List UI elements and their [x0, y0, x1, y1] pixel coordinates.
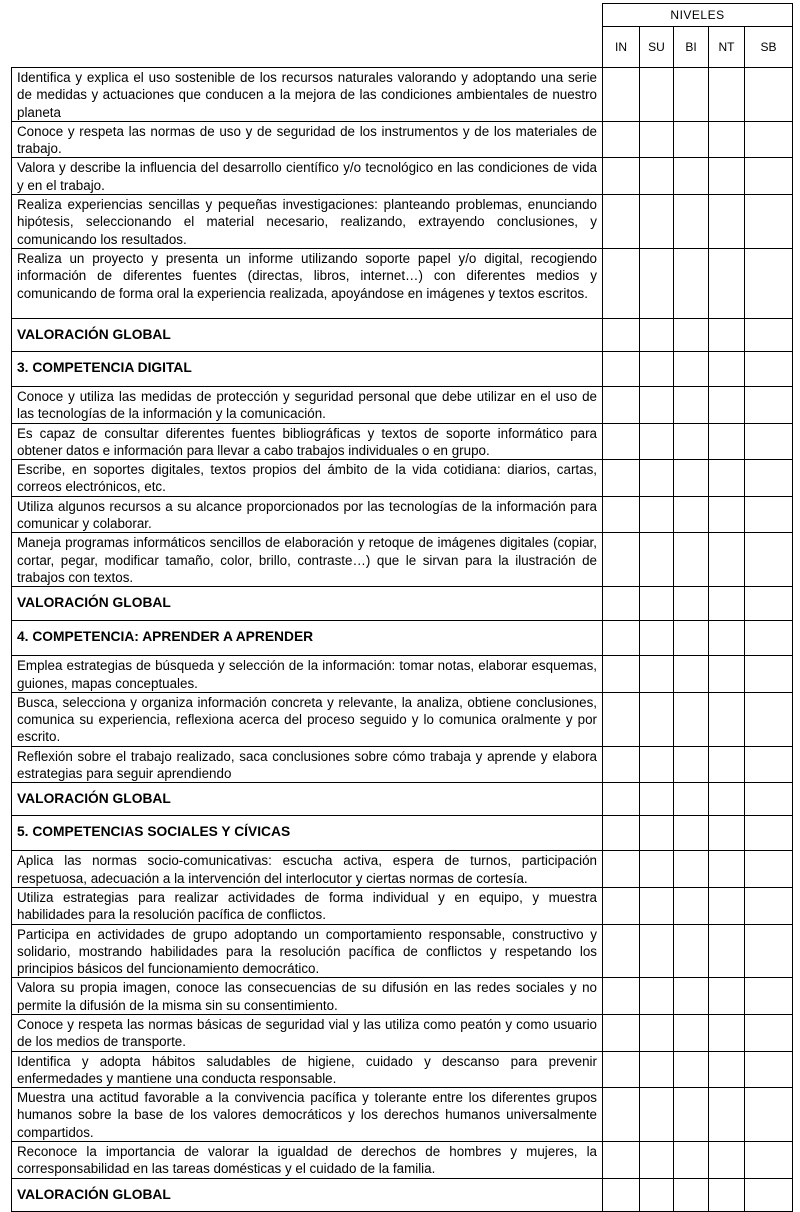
level-cell-in[interactable] — [603, 1051, 640, 1088]
level-cell-nt[interactable] — [709, 533, 745, 587]
level-cell-sb[interactable] — [745, 1014, 793, 1051]
level-cell-bi[interactable] — [674, 816, 709, 851]
level-cell-sb[interactable] — [745, 460, 793, 497]
level-cell-su[interactable] — [640, 621, 674, 656]
header-row-niveles — [12, 4, 793, 27]
level-cell-in[interactable] — [603, 1014, 640, 1051]
level-cell-su[interactable] — [640, 386, 674, 423]
level-cell-bi[interactable] — [674, 386, 709, 423]
level-cell-bi[interactable] — [674, 692, 709, 746]
level-cell-nt[interactable] — [709, 423, 745, 460]
level-cell-nt[interactable] — [709, 1142, 745, 1179]
level-cell-bi[interactable] — [674, 587, 709, 621]
level-cell-su[interactable] — [640, 978, 674, 1015]
criterion-text: Realiza experiencias sencillas y pequeñas investigaciones: planteando problemas, enunciando hipótesis, seleccionando el material necesario, realizando, extrayendo conclusiones, y comunicando los resultados. — [12, 195, 603, 249]
level-cell-bi[interactable] — [674, 924, 709, 978]
level-cell-sb[interactable] — [745, 621, 793, 656]
level-cell-in[interactable] — [603, 248, 640, 318]
level-cell-sb[interactable] — [745, 783, 793, 816]
level-cell-bi[interactable] — [674, 783, 709, 816]
level-cell-nt[interactable] — [709, 851, 745, 888]
level-cell-in[interactable] — [603, 1142, 640, 1179]
level-cell-nt[interactable] — [709, 386, 745, 423]
level-cell-sb[interactable] — [745, 68, 793, 122]
level-cell-in[interactable] — [603, 1178, 640, 1211]
level-cell-bi[interactable] — [674, 121, 709, 158]
level-cell-in[interactable] — [603, 656, 640, 693]
level-header-bi: BI — [674, 27, 709, 68]
level-cell-nt[interactable] — [709, 587, 745, 621]
level-cell-bi[interactable] — [674, 423, 709, 460]
global-assessment-label: VALORACIÓN GLOBAL — [12, 318, 603, 351]
level-cell-su[interactable] — [640, 816, 674, 851]
level-cell-sb[interactable] — [745, 318, 793, 351]
level-cell-nt[interactable] — [709, 887, 745, 924]
criterion-text: Valora y describe la influencia del desarrollo científico y/o tecnológico en las condiciones de vida y en el trabajo. — [12, 158, 603, 195]
level-cell-su[interactable] — [640, 158, 674, 195]
global-assessment-label: VALORACIÓN GLOBAL — [12, 783, 603, 816]
table-body — [12, 4, 793, 1212]
level-cell-nt[interactable] — [709, 978, 745, 1015]
level-cell-bi[interactable] — [674, 746, 709, 783]
level-cell-in[interactable] — [603, 746, 640, 783]
criterion-text: Conoce y utiliza las medidas de protección y seguridad personal que debe utilizar en el uso de las tecnologías de la información y la comunicación. — [12, 386, 603, 423]
criterion-row — [12, 533, 793, 587]
level-header-in: IN — [603, 27, 640, 68]
level-cell-in[interactable] — [603, 978, 640, 1015]
level-cell-nt[interactable] — [709, 248, 745, 318]
level-cell-bi[interactable] — [674, 1178, 709, 1211]
level-cell-in[interactable] — [603, 351, 640, 386]
level-cell-in[interactable] — [603, 924, 640, 978]
level-cell-su[interactable] — [640, 460, 674, 497]
global-assessment-label: VALORACIÓN GLOBAL — [12, 587, 603, 621]
level-cell-su[interactable] — [640, 924, 674, 978]
criterion-text: Muestra una actitud favorable a la convivencia pacífica y tolerante entre los diferentes grupos humanos sobre la base de los valores democráticos y los derechos humanos universalmente compartidos. — [12, 1088, 603, 1142]
evaluation-table — [11, 3, 793, 1212]
level-cell-in[interactable] — [603, 318, 640, 351]
level-cell-nt[interactable] — [709, 460, 745, 497]
level-cell-sb[interactable] — [745, 158, 793, 195]
level-cell-su[interactable] — [640, 783, 674, 816]
criterion-row — [12, 656, 793, 693]
global-assessment-label: VALORACIÓN GLOBAL — [12, 1178, 603, 1211]
level-cell-sb[interactable] — [745, 1051, 793, 1088]
level-cell-nt[interactable] — [709, 68, 745, 122]
level-cell-sb[interactable] — [745, 924, 793, 978]
level-cell-su[interactable] — [640, 1014, 674, 1051]
criterion-row — [12, 1088, 793, 1142]
criterion-text: Valora su propia imagen, conoce las consecuencias de su difusión en las redes sociales y no permite la difusión de la misma sin su consentimiento. — [12, 978, 603, 1015]
criterion-row — [12, 1014, 793, 1051]
global-assessment-row — [12, 587, 793, 621]
criterion-text: Utiliza algunos recursos a su alcance proporcionados por las tecnologías de la información para comunicar y colaborar. — [12, 496, 603, 533]
level-cell-in[interactable] — [603, 816, 640, 851]
criterion-row — [12, 924, 793, 978]
level-cell-su[interactable] — [640, 423, 674, 460]
level-cell-nt[interactable] — [709, 1178, 745, 1211]
criterion-text: Escribe, en soportes digitales, textos propios del ámbito de la vida cotidiana: diarios, cartas, correos electrónicos, etc. — [12, 460, 603, 497]
criterion-row — [12, 158, 793, 195]
level-cell-bi[interactable] — [674, 621, 709, 656]
criterion-text: Identifica y explica el uso sostenible de los recursos naturales valorando y adoptando una serie de medidas y actuaciones que conducen a la mejora de las condiciones ambientales de nuestro planeta — [12, 68, 603, 122]
criterion-text: Maneja programas informáticos sencillos de elaboración y retoque de imágenes digitales (copiar, cortar, pegar, modificar tamaño, color, brillo, contraste…) que le sirvan para la ilustración de trabajos con textos. — [12, 533, 603, 587]
level-cell-su[interactable] — [640, 248, 674, 318]
level-cell-su[interactable] — [640, 1178, 674, 1211]
criterion-row — [12, 496, 793, 533]
criterion-text: Conoce y respeta las normas básicas de seguridad vial y las utiliza como peatón y como usuario de los medios de transporte. — [12, 1014, 603, 1051]
global-assessment-row — [12, 783, 793, 816]
level-cell-in[interactable] — [603, 533, 640, 587]
level-cell-bi[interactable] — [674, 533, 709, 587]
level-cell-su[interactable] — [640, 587, 674, 621]
level-cell-nt[interactable] — [709, 121, 745, 158]
criterion-text: Emplea estrategias de búsqueda y selección de la información: tomar notas, elaborar esquemas, guiones, mapas conceptuales. — [12, 656, 603, 693]
criterion-text: Participa en actividades de grupo adoptando un comportamiento responsable, constructivo y solidario, mostrando habilidades para la resolución pacífica de conflictos y respetando los principios básicos del funcionamiento democrático. — [12, 924, 603, 978]
level-cell-su[interactable] — [640, 692, 674, 746]
level-cell-in[interactable] — [603, 423, 640, 460]
level-cell-su[interactable] — [640, 851, 674, 888]
level-cell-sb[interactable] — [745, 587, 793, 621]
level-cell-su[interactable] — [640, 121, 674, 158]
criterion-row — [12, 121, 793, 158]
level-cell-nt[interactable] — [709, 621, 745, 656]
level-cell-bi[interactable] — [674, 978, 709, 1015]
level-cell-su[interactable] — [640, 746, 674, 783]
level-cell-su[interactable] — [640, 1051, 674, 1088]
level-cell-sb[interactable] — [745, 423, 793, 460]
level-cell-bi[interactable] — [674, 496, 709, 533]
level-cell-in[interactable] — [603, 121, 640, 158]
level-cell-sb[interactable] — [745, 386, 793, 423]
level-cell-sb[interactable] — [745, 496, 793, 533]
level-cell-sb[interactable] — [745, 816, 793, 851]
criterion-row — [12, 195, 793, 249]
level-cell-nt[interactable] — [709, 1051, 745, 1088]
criterion-row — [12, 460, 793, 497]
criterion-text: Busca, selecciona y organiza información concreta y relevante, la analiza, obtiene conclusiones, comunica su experiencia, reflexiona acerca del proceso seguido y lo comunica oralmente y por escrito. — [12, 692, 603, 746]
level-cell-nt[interactable] — [709, 1088, 745, 1142]
level-cell-sb[interactable] — [745, 195, 793, 249]
level-cell-sb[interactable] — [745, 978, 793, 1015]
level-cell-bi[interactable] — [674, 68, 709, 122]
level-cell-in[interactable] — [603, 1088, 640, 1142]
criterion-text: Conoce y respeta las normas de uso y de seguridad de los instrumentos y de los materiales de trabajo. — [12, 121, 603, 158]
level-cell-in[interactable] — [603, 496, 640, 533]
level-cell-bi[interactable] — [674, 1014, 709, 1051]
criterion-row — [12, 978, 793, 1015]
level-header-nt: NT — [709, 27, 745, 68]
level-cell-sb[interactable] — [745, 851, 793, 888]
criterion-row — [12, 68, 793, 122]
level-cell-su[interactable] — [640, 533, 674, 587]
level-cell-nt[interactable] — [709, 158, 745, 195]
level-cell-nt[interactable] — [709, 318, 745, 351]
criterion-row — [12, 248, 793, 318]
section-heading-row — [12, 816, 793, 851]
level-cell-in[interactable] — [603, 783, 640, 816]
level-cell-bi[interactable] — [674, 851, 709, 888]
level-cell-sb[interactable] — [745, 248, 793, 318]
niveles-header: NIVELES — [603, 4, 793, 27]
level-cell-in[interactable] — [603, 386, 640, 423]
criterion-row — [12, 386, 793, 423]
level-cell-su[interactable] — [640, 1142, 674, 1179]
level-cell-bi[interactable] — [674, 248, 709, 318]
level-cell-nt[interactable] — [709, 656, 745, 693]
level-cell-in[interactable] — [603, 887, 640, 924]
criterion-text: Utiliza estrategias para realizar actividades de forma individual y en equipo, y muestra habilidades para la resolución pacífica de conflictos. — [12, 887, 603, 924]
level-cell-bi[interactable] — [674, 1088, 709, 1142]
level-cell-nt[interactable] — [709, 351, 745, 386]
level-cell-in[interactable] — [603, 460, 640, 497]
level-header-su: SU — [640, 27, 674, 68]
level-cell-sb[interactable] — [745, 351, 793, 386]
level-header-sb: SB — [745, 27, 793, 68]
criterion-row — [12, 851, 793, 888]
level-cell-nt[interactable] — [709, 816, 745, 851]
section-heading-row — [12, 351, 793, 386]
criterion-row — [12, 1142, 793, 1179]
level-cell-bi[interactable] — [674, 351, 709, 386]
level-cell-sb[interactable] — [745, 656, 793, 693]
level-cell-su[interactable] — [640, 887, 674, 924]
criterion-row — [12, 1051, 793, 1088]
level-cell-bi[interactable] — [674, 1051, 709, 1088]
level-cell-in[interactable] — [603, 158, 640, 195]
level-cell-nt[interactable] — [709, 1014, 745, 1051]
criterion-row — [12, 692, 793, 746]
level-cell-bi[interactable] — [674, 318, 709, 351]
level-cell-su[interactable] — [640, 496, 674, 533]
level-cell-in[interactable] — [603, 851, 640, 888]
level-cell-sb[interactable] — [745, 692, 793, 746]
header-corner — [12, 4, 603, 68]
level-cell-bi[interactable] — [674, 460, 709, 497]
level-cell-in[interactable] — [603, 195, 640, 249]
section-heading-row — [12, 621, 793, 656]
level-cell-in[interactable] — [603, 621, 640, 656]
level-cell-in[interactable] — [603, 692, 640, 746]
level-cell-sb[interactable] — [745, 121, 793, 158]
level-cell-su[interactable] — [640, 656, 674, 693]
level-cell-bi[interactable] — [674, 158, 709, 195]
section-heading: 5. COMPETENCIAS SOCIALES Y CÍVICAS — [12, 816, 603, 851]
level-cell-sb[interactable] — [745, 1142, 793, 1179]
level-cell-nt[interactable] — [709, 924, 745, 978]
level-cell-sb[interactable] — [745, 1178, 793, 1211]
criterion-row — [12, 423, 793, 460]
level-cell-bi[interactable] — [674, 656, 709, 693]
level-cell-in[interactable] — [603, 587, 640, 621]
level-cell-bi[interactable] — [674, 887, 709, 924]
level-cell-su[interactable] — [640, 351, 674, 386]
level-cell-in[interactable] — [603, 68, 640, 122]
section-heading: 3. COMPETENCIA DIGITAL — [12, 351, 603, 386]
level-cell-sb[interactable] — [745, 887, 793, 924]
level-cell-sb[interactable] — [745, 746, 793, 783]
criterion-text: Reflexión sobre el trabajo realizado, saca conclusiones sobre cómo trabaja y aprende y elabora estrategias para seguir aprendiendo — [12, 746, 603, 783]
level-cell-su[interactable] — [640, 318, 674, 351]
level-cell-nt[interactable] — [709, 692, 745, 746]
global-assessment-row — [12, 318, 793, 351]
level-cell-su[interactable] — [640, 195, 674, 249]
criterion-text: Reconoce la importancia de valorar la igualdad de derechos de hombres y mujeres, la corresponsabilidad en las tareas domésticas y el cuidado de la familia. — [12, 1142, 603, 1179]
level-cell-nt[interactable] — [709, 496, 745, 533]
criterion-text: Realiza un proyecto y presenta un informe utilizando soporte papel y/o digital, recogiendo información de diferentes fuentes (directas, libros, internet…) con diferentes medios y comunicando de forma oral la experiencia realizada, apoyándose en imágenes y textos escritos. — [12, 248, 603, 318]
criterion-text: Identifica y adopta hábitos saludables de higiene, cuidado y descanso para prevenir enfermedades y mantiene una conducta responsable. — [12, 1051, 603, 1088]
level-cell-nt[interactable] — [709, 195, 745, 249]
criterion-text: Es capaz de consultar diferentes fuentes bibliográficas y textos de soporte informático para obtener datos e información para llevar a cabo trabajos individuales o en grupo. — [12, 423, 603, 460]
level-cell-su[interactable] — [640, 68, 674, 122]
level-cell-nt[interactable] — [709, 783, 745, 816]
level-cell-sb[interactable] — [745, 533, 793, 587]
criterion-row — [12, 746, 793, 783]
level-cell-su[interactable] — [640, 1088, 674, 1142]
criterion-row — [12, 887, 793, 924]
level-cell-nt[interactable] — [709, 746, 745, 783]
level-cell-bi[interactable] — [674, 1142, 709, 1179]
level-cell-sb[interactable] — [745, 1088, 793, 1142]
level-cell-bi[interactable] — [674, 195, 709, 249]
criterion-text: Aplica las normas socio-comunicativas: escucha activa, espera de turnos, participación respetuosa, adecuación a la intervención del interlocutor y ciertas normas de cortesía. — [12, 851, 603, 888]
section-heading: 4. COMPETENCIA: APRENDER A APRENDER — [12, 621, 603, 656]
global-assessment-row — [12, 1178, 793, 1211]
